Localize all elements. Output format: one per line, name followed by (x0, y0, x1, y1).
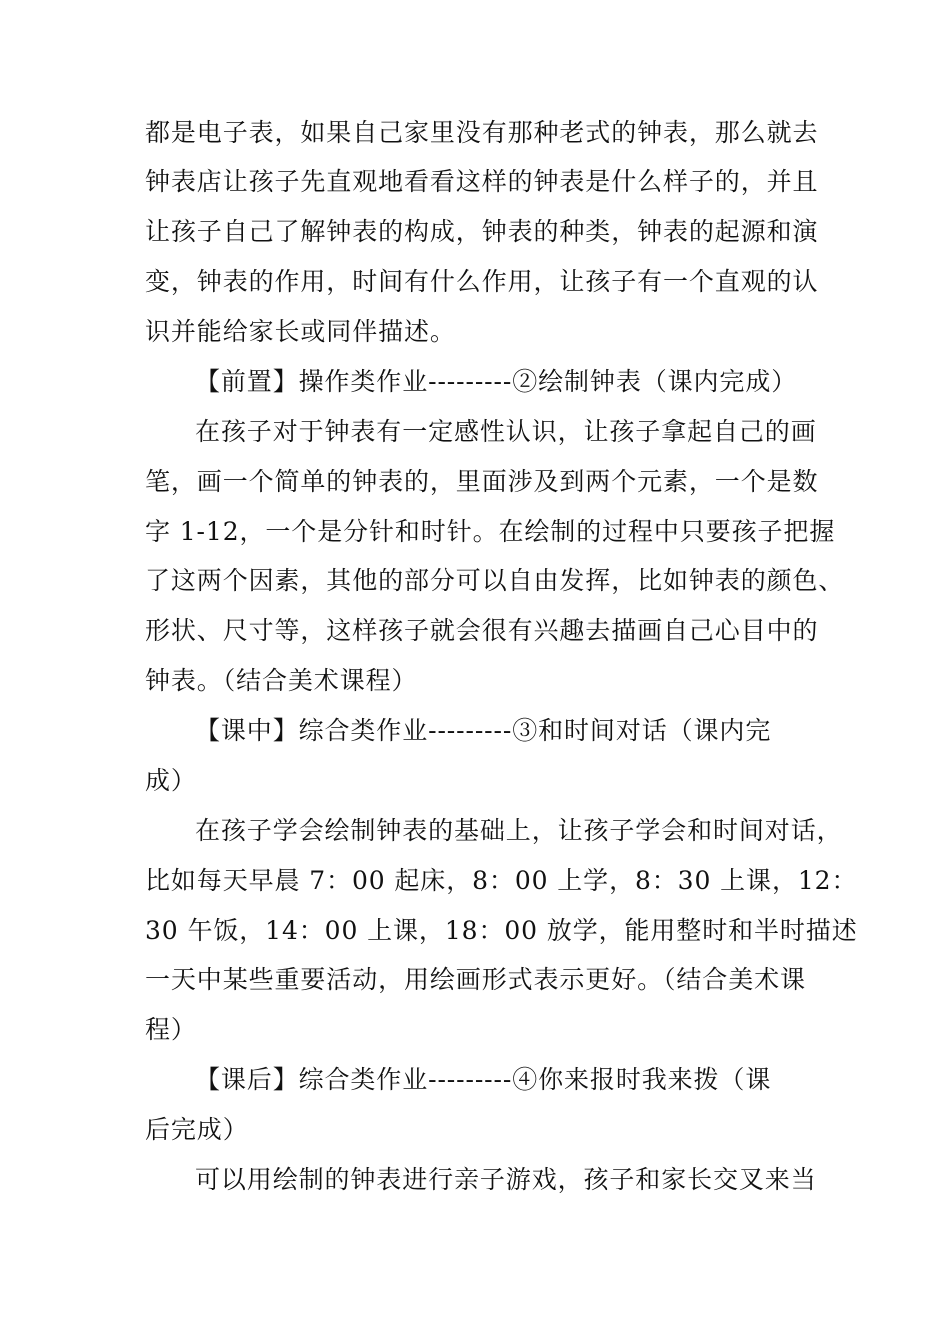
paragraph-first-line: 可以用绘制的钟表进行亲子游戏，孩子和家长交叉来当 (195, 1165, 817, 1194)
paragraph-first-line: 在孩子对于钟表有一定感性认识，让孩子拿起自己的画 (195, 417, 817, 446)
text-line: 钟表店让孩子先直观地看看这样的钟表是什么样子的，并且 (145, 167, 819, 196)
text-line: 字 1-12，一个是分针和时针。在绘制的过程中只要孩子把握 (145, 517, 836, 546)
text-line: 都是电子表，如果自己家里没有那种老式的钟表，那么就去 (145, 118, 819, 147)
text-line: 比如每天早晨 7：00 起床，8：00 上学，8：30 上课，12： (145, 866, 858, 895)
section-heading-continuation: 后完成） (145, 1115, 249, 1144)
text-line: 一天中某些重要活动，用绘画形式表示更好。（结合美术课 (145, 965, 806, 994)
text-line: 30 午饭，14：00 上课，18：00 放学，能用整时和半时描述 (145, 916, 858, 945)
text-line: 笔，画一个简单的钟表的，里面涉及到两个元素，一个是数 (145, 467, 819, 496)
text-line: 形状、尺寸等，这样孩子就会很有兴趣去描画自己心目中的 (145, 616, 819, 645)
section-heading-in-class: 【课中】综合类作业---------③和时间对话（课内完 (195, 716, 772, 745)
paragraph-first-line: 在孩子学会绘制钟表的基础上，让孩子学会和时间对话， (195, 816, 843, 845)
section-heading-continuation: 成） (145, 766, 197, 795)
section-heading-after-class: 【课后】综合类作业---------④你来报时我来拨（课 (195, 1065, 772, 1094)
text-line: 了这两个因素，其他的部分可以自由发挥，比如钟表的颜色、 (145, 566, 845, 595)
section-heading-preparation: 【前置】操作类作业---------②绘制钟表（课内完成） (195, 367, 798, 396)
text-line: 钟表。（结合美术课程） (145, 666, 418, 695)
text-line: 变，钟表的作用，时间有什么作用，让孩子有一个直观的认 (145, 267, 819, 296)
text-line: 识并能给家长或同伴描述。 (145, 317, 456, 346)
text-line: 让孩子自己了解钟表的构成，钟表的种类，钟表的起源和演 (145, 217, 819, 246)
text-line: 程） (145, 1015, 197, 1044)
